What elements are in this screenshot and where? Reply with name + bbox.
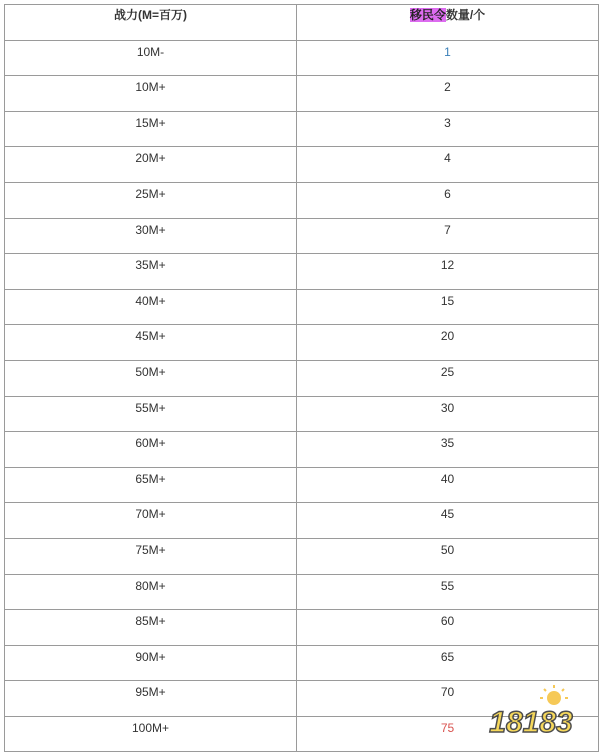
- table-row: [5, 218, 599, 254]
- migration-token-table: [4, 4, 599, 752]
- cell-power: 70M+: [5, 503, 297, 539]
- cell-count: 45: [297, 503, 599, 539]
- cell-power: 95M+: [5, 681, 297, 717]
- header-row: [5, 5, 599, 41]
- cell-count: 60: [297, 610, 599, 646]
- table-header: [5, 5, 599, 41]
- header-highlight: 移民令: [409, 8, 446, 22]
- table-row: [5, 111, 599, 147]
- cell-count: 55: [297, 574, 599, 610]
- table-row: [5, 610, 599, 646]
- header-count-label: 数量/个: [445, 8, 486, 22]
- cell-power: 55M+: [5, 396, 297, 432]
- table-row: [5, 396, 599, 432]
- cell-count: 2: [297, 76, 599, 112]
- cell-count: 12: [297, 254, 599, 290]
- cell-count: 25: [297, 360, 599, 396]
- cell-power: 25M+: [5, 182, 297, 218]
- cell-count: 7: [297, 218, 599, 254]
- table-row: [5, 360, 599, 396]
- logo-text: 18183: [489, 706, 573, 739]
- cell-power: 20M+: [5, 147, 297, 183]
- cell-power: 10M-: [5, 40, 297, 76]
- header-power: 战力(M=百万): [5, 5, 297, 41]
- cell-power: 100M+: [5, 716, 297, 752]
- table-row: [5, 432, 599, 468]
- cell-power: 90M+: [5, 645, 297, 681]
- cell-power: 30M+: [5, 218, 297, 254]
- cell-power: 10M+: [5, 76, 297, 112]
- cell-count: 70: [297, 681, 599, 717]
- table-row: [5, 503, 599, 539]
- table-row: [5, 76, 599, 112]
- cell-power: 75M+: [5, 538, 297, 574]
- table-row: [5, 289, 599, 325]
- table-row: [5, 40, 599, 76]
- table-row: [5, 538, 599, 574]
- cell-count: 4: [297, 147, 599, 183]
- cell-count: 35: [297, 432, 599, 468]
- data-table-container: [4, 4, 599, 752]
- cell-power: 80M+: [5, 574, 297, 610]
- cell-count: 65: [297, 645, 599, 681]
- table-row: [5, 467, 599, 503]
- table-row: [5, 574, 599, 610]
- cell-power: 85M+: [5, 610, 297, 646]
- cell-count: 1: [297, 40, 599, 76]
- table-body: [5, 40, 599, 752]
- cell-count: 50: [297, 538, 599, 574]
- cell-power: 45M+: [5, 325, 297, 361]
- table-row: [5, 254, 599, 290]
- cell-count: 40: [297, 467, 599, 503]
- cell-power: 50M+: [5, 360, 297, 396]
- cell-power: 15M+: [5, 111, 297, 147]
- cell-count: 30: [297, 396, 599, 432]
- cell-count: 6: [297, 182, 599, 218]
- header-count: [297, 5, 599, 41]
- cell-count: 15: [297, 289, 599, 325]
- cell-power: 40M+: [5, 289, 297, 325]
- table-row: [5, 325, 599, 361]
- cell-power: 60M+: [5, 432, 297, 468]
- cell-power: 35M+: [5, 254, 297, 290]
- table-row: [5, 147, 599, 183]
- cell-count: 75: [297, 716, 599, 752]
- cell-count: 3: [297, 111, 599, 147]
- 18183-logo-watermark: [476, 682, 586, 742]
- cell-count: 20: [297, 325, 599, 361]
- table-row: [5, 645, 599, 681]
- cell-power: 65M+: [5, 467, 297, 503]
- table-row: [5, 182, 599, 218]
